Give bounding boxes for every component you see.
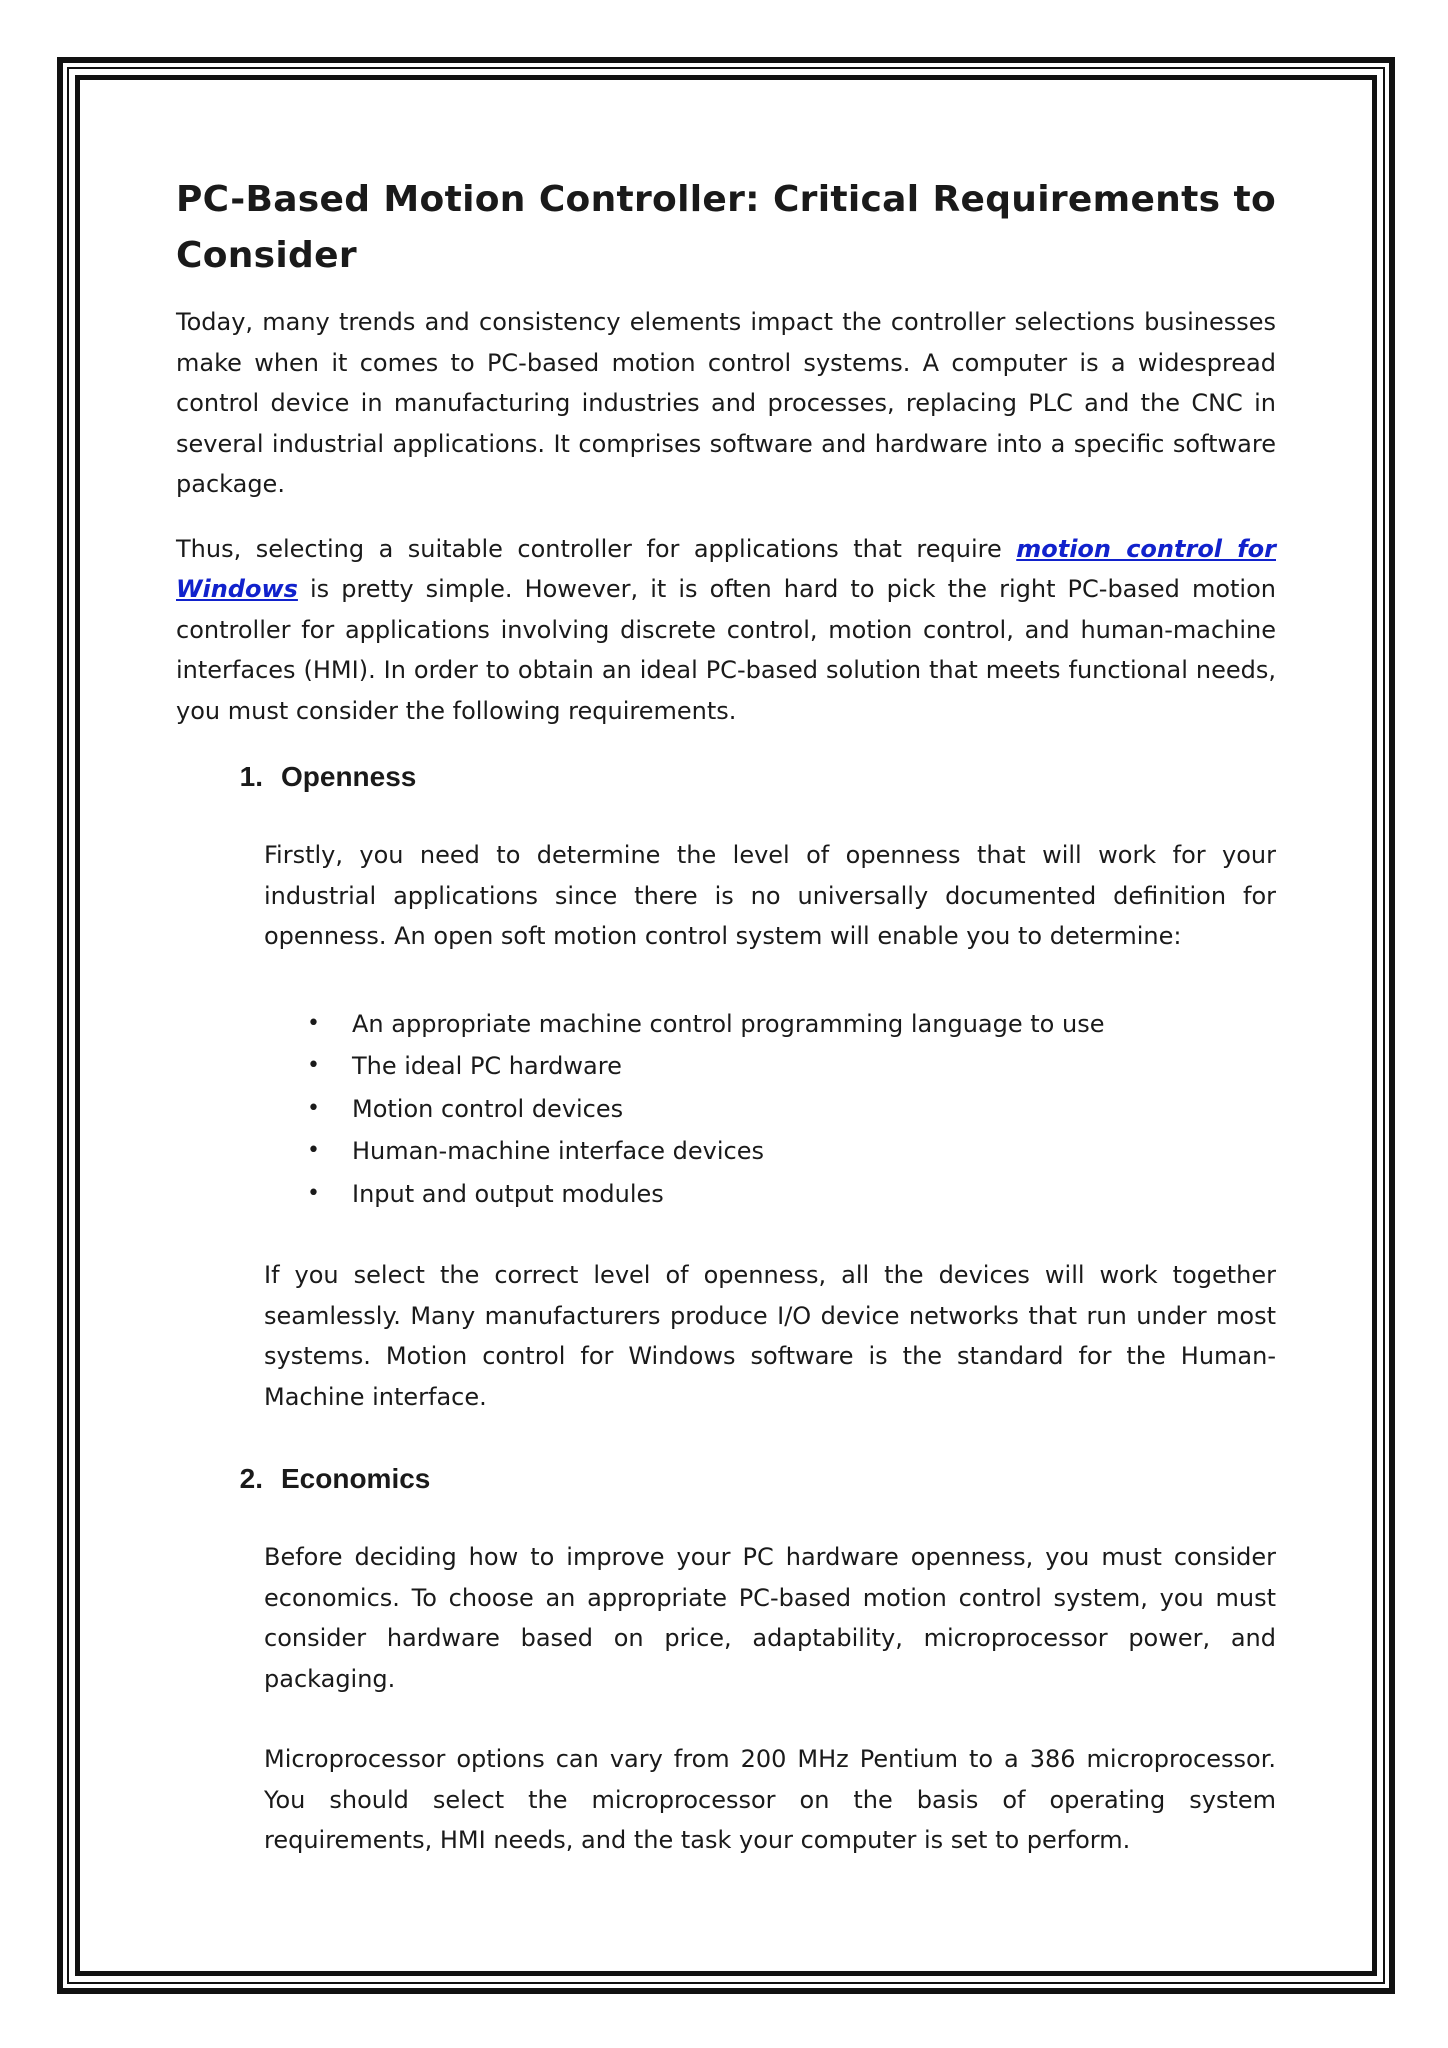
section-number: 2. [239, 1463, 263, 1494]
second-paragraph-tail: is pretty simple. However, it is often hard to pick the right PC-based motion controller for applications involving discrete control, motion control, and human-machine interfaces (HMI). In order to obtain an ideal PC-based solution that meets functional needs, you must consider the following requirements. [176, 575, 1276, 725]
second-paragraph-lead: Thus, selecting a suitable controller for applications that require [176, 534, 1017, 563]
economics-paragraph-2: Microprocessor options can vary from 200 MHz Pentium to a 386 microprocessor. You should select the microprocessor on the basis of operating system requirements, HMI needs, and the task your computer is set to perform. [264, 1745, 1276, 1854]
section-number: 1. [239, 761, 263, 792]
bullet-icon: • [307, 1180, 320, 1206]
section-title: Openness [281, 761, 417, 792]
intro-paragraph: Today, many trends and consistency elements impact the controller selections businesses make when it comes to PC-based motion control systems. A computer is a widespread control device in manufacturing industries and processes, replacing PLC and the CNC in several industrial applications. It comprises software and hardware into a specific software package. [176, 308, 1276, 498]
section-title: Economics [281, 1463, 431, 1494]
openness-paragraph-2: If you select the correct level of openness, all the devices will work together seamlessly. Many manufacturers produce I/O device networks that run under most systems. Motion control for Windows software is the standard for the Human-Machine interface. [264, 1261, 1276, 1411]
economics-paragraph-1: Before deciding how to improve your PC hardware openness, you must consider economics. To choose an appropriate PC-based motion control system, you must consider hardware based on price, adaptability, microprocessor power, and packaging. [264, 1543, 1276, 1693]
list-item: • Motion control devices [264, 1088, 1276, 1131]
section-heading-openness [176, 761, 1276, 793]
second-paragraph [176, 529, 1276, 732]
list-item: • Human-machine interface devices [264, 1130, 1276, 1173]
document-title: PC-Based Motion Controller: Critical Requirements to Consider [176, 179, 1276, 276]
motion-control-windows-link[interactable]: motion control for Windows [176, 534, 1276, 603]
list-item: • The ideal PC hardware [264, 1045, 1276, 1088]
bullet-icon: • [307, 1095, 320, 1121]
bullet-icon: • [307, 1010, 320, 1036]
bullet-icon: • [307, 1053, 320, 1078]
openness-paragraph-1: Firstly, you need to determine the level of openness that will work for your industrial applications since there is no universally documented definition for openness. An open soft motion control system will enable you to determine: [264, 841, 1276, 950]
document-body [176, 172, 1276, 1885]
bullet-icon: • [307, 1138, 320, 1163]
list-item: • An appropriate machine control programming language to use [264, 1003, 1276, 1046]
section-heading-economics [176, 1463, 1276, 1495]
list-item: • Input and output modules [264, 1173, 1276, 1216]
openness-bullet-list [264, 1003, 1276, 1216]
